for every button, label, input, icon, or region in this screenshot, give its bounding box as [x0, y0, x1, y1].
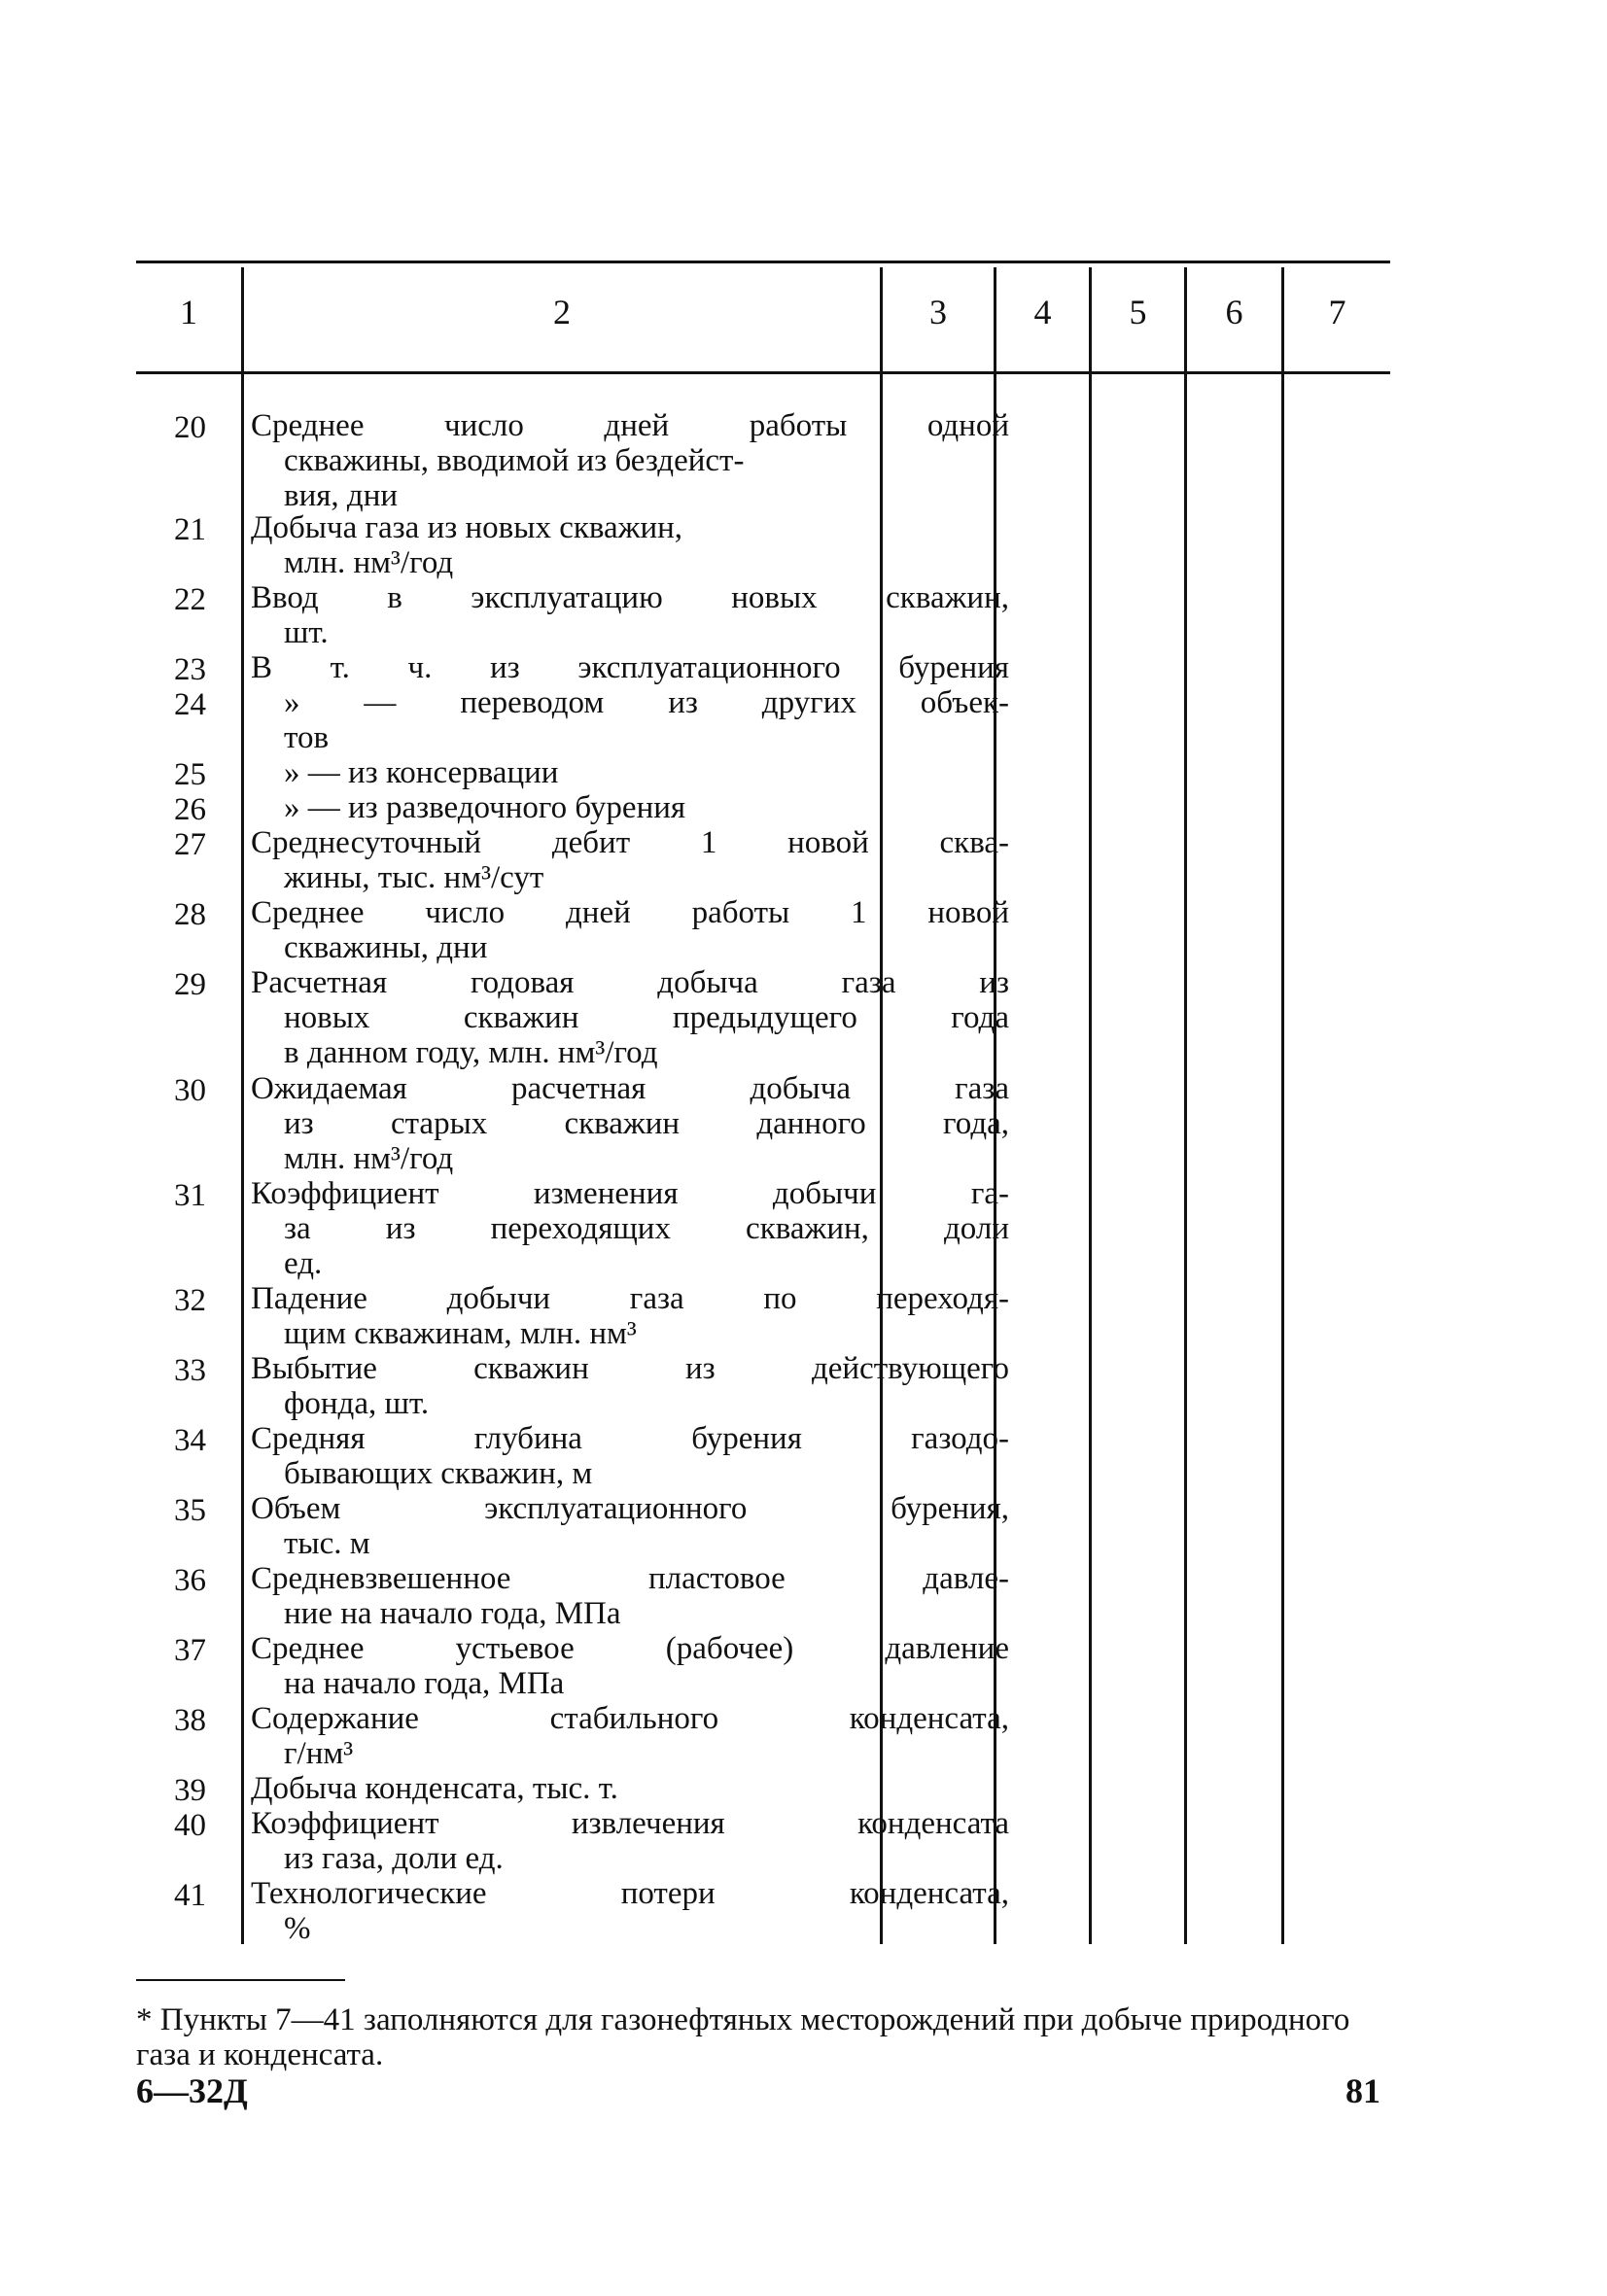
row-number: 36 — [174, 1563, 206, 1598]
page-number: 81 — [1345, 2071, 1380, 2110]
row-description-line: новых скважин предыдущего года — [284, 1000, 1009, 1035]
row-description — [251, 1631, 1009, 1701]
row-number: 29 — [174, 967, 206, 1002]
row-description-line: млн. нм³/год — [284, 545, 454, 580]
row-description-line: Средняя глубина бурения газодо- — [251, 1421, 1009, 1456]
row-description-line: Содержание стабильного конденсата, — [251, 1701, 1009, 1736]
header-bottom-rule — [136, 371, 1390, 374]
row-description-line: вия, дни — [284, 478, 399, 513]
row-description-line: Объем эксплуатационного бурения, — [251, 1491, 1009, 1526]
row-description-line: » — из консервации — [284, 755, 559, 790]
row-description-line: г/нм³ — [284, 1736, 354, 1771]
row-description-line: млн. нм³/год — [284, 1141, 454, 1176]
row-description — [251, 1281, 1009, 1351]
row-number: 22 — [174, 582, 206, 617]
col-header-4: 4 — [1033, 293, 1052, 331]
row-number: 39 — [174, 1773, 206, 1808]
row-description — [251, 1561, 1009, 1631]
row-description — [251, 825, 1009, 895]
row-description — [251, 965, 1009, 1070]
row-description-line: Ожидаемая расчетная добыча газа — [251, 1071, 1009, 1106]
row-description-line: ние на начало года, МПа — [284, 1596, 621, 1631]
col-divider-5 — [1184, 267, 1187, 1944]
col-header-6: 6 — [1225, 293, 1243, 331]
row-description — [251, 1491, 1009, 1561]
row-description — [251, 1806, 1009, 1876]
col-header-3: 3 — [929, 293, 947, 331]
row-description-line: в данном году, млн. нм³/год — [284, 1035, 658, 1070]
row-description-line: на начало года, МПа — [284, 1666, 565, 1701]
row-description — [251, 1176, 1009, 1281]
row-description-line: Добыча газа из новых скважин, — [251, 510, 683, 545]
print-signature: 6—32Д — [136, 2071, 248, 2110]
row-description-line: за из переходящих скважин, доли — [284, 1211, 1009, 1246]
row-description — [251, 1701, 1009, 1771]
col-header-1: 1 — [180, 293, 197, 331]
row-number: 34 — [174, 1423, 206, 1458]
row-number: 32 — [174, 1283, 206, 1318]
row-description-line: Среднее число дней работы одной — [251, 408, 1009, 443]
col-divider-1 — [241, 267, 244, 1944]
row-description-line: Падение добычи газа по переходя- — [251, 1281, 1009, 1316]
footnote: * Пункты 7—41 заполняются для газонефтяных месторождений при добыче природного газа и конденсата. — [136, 2002, 1350, 2072]
row-number: 23 — [174, 652, 206, 687]
row-description-line: тыс. м — [284, 1526, 370, 1561]
row-description-line: В т. ч. из эксплуатационного бурения — [251, 650, 1009, 685]
row-description-line: Среднесуточный дебит 1 новой сква- — [251, 825, 1009, 860]
row-number: 37 — [174, 1633, 206, 1668]
row-description — [251, 790, 1009, 825]
row-number: 21 — [174, 512, 206, 547]
row-description-line: скважины, вводимой из бездейст- — [284, 443, 745, 478]
row-description-line: » — переводом из других объек- — [284, 685, 1009, 720]
row-description-line: Расчетная годовая добыча газа из — [251, 965, 1009, 1000]
row-number: 25 — [174, 757, 206, 792]
row-description-line: жины, тыс. нм³/сут — [284, 860, 544, 895]
row-description — [251, 755, 1009, 790]
row-number: 33 — [174, 1353, 206, 1388]
row-description-line: Выбытие скважин из действующего — [251, 1351, 1009, 1386]
row-description-line: Среднее число дней работы 1 новой — [251, 895, 1009, 930]
row-number: 40 — [174, 1808, 206, 1843]
table-top-rule — [136, 261, 1390, 263]
row-number: 27 — [174, 827, 206, 862]
row-description-line: Ввод в эксплуатацию новых скважин, — [251, 580, 1009, 615]
row-description — [251, 408, 1009, 513]
row-number: 30 — [174, 1073, 206, 1108]
row-number: 38 — [174, 1703, 206, 1738]
row-number: 31 — [174, 1178, 206, 1213]
row-number: 28 — [174, 897, 206, 932]
row-description — [251, 650, 1009, 685]
row-description-line: Коэффициент извлечения конденсата — [251, 1806, 1009, 1841]
row-description — [251, 510, 1009, 580]
row-description — [251, 1771, 1009, 1806]
row-description — [251, 895, 1009, 965]
row-number: 20 — [174, 410, 206, 445]
row-description — [251, 580, 1009, 650]
row-description-line: скважины, дни — [284, 930, 488, 965]
row-description — [251, 1876, 1009, 1946]
row-number: 26 — [174, 792, 206, 827]
row-description — [251, 1071, 1009, 1176]
col-header-5: 5 — [1129, 293, 1147, 331]
col-divider-4 — [1089, 267, 1092, 1944]
row-description-line: » — из разведочного бурения — [284, 790, 686, 825]
row-description-line: тов — [284, 720, 330, 755]
row-description-line: % — [284, 1911, 311, 1946]
row-description — [251, 1421, 1009, 1491]
row-description-line: бывающих скважин, м — [284, 1456, 593, 1491]
col-header-7: 7 — [1328, 293, 1346, 331]
col-header-2: 2 — [553, 293, 571, 331]
row-number: 35 — [174, 1493, 206, 1528]
row-number: 41 — [174, 1878, 206, 1913]
row-description-line: ед. — [284, 1246, 323, 1281]
row-description-line: шт. — [284, 615, 329, 650]
row-description-line: Средневзвешенное пластовое давле- — [251, 1561, 1009, 1596]
row-description-line: из газа, доли ед. — [284, 1841, 504, 1876]
row-number: 24 — [174, 687, 206, 722]
row-description — [251, 685, 1009, 755]
row-description-line: из старых скважин данного года, — [284, 1106, 1009, 1141]
row-description-line: фонда, шт. — [284, 1386, 430, 1421]
row-description-line: щим скважинам, млн. нм³ — [284, 1316, 637, 1351]
footnote-separator — [136, 1979, 345, 1981]
row-description — [251, 1351, 1009, 1421]
row-description-line: Коэффициент изменения добычи га- — [251, 1176, 1009, 1211]
row-description-line: Среднее устьевое (рабочее) давление — [251, 1631, 1009, 1666]
col-divider-6 — [1281, 267, 1284, 1944]
row-description-line: Добыча конденсата, тыс. т. — [251, 1771, 618, 1806]
row-description-line: Технологические потери конденсата, — [251, 1876, 1009, 1911]
